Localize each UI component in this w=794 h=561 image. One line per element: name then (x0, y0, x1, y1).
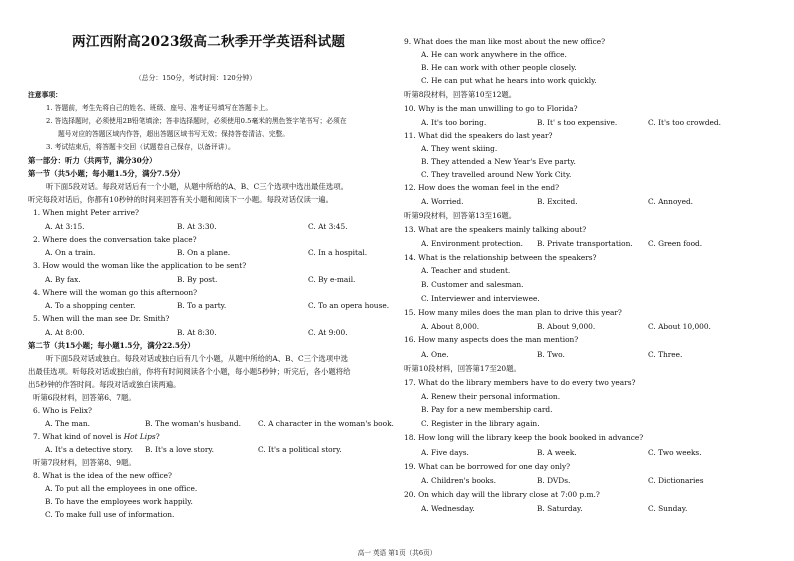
question-17: 17. What do the library members have to do every two years? (404, 378, 636, 387)
section-1-intro-cont: 听完每段对话后，你都有10秒钟的时间来回答有关小题和阅读下一小题。每段对话仅读一遍。 (28, 195, 334, 204)
q7-option-b: B. It's a love story. (145, 445, 214, 454)
q5-option-c: C. At 9:00. (308, 328, 348, 337)
q1-option-c: C. At 3:45. (308, 222, 348, 231)
q20-option-c: C. Sunday. (648, 504, 688, 513)
q6-option-c: C. A character in the woman's book. (258, 419, 394, 428)
q17-option-b: B. Pay for a new membership card. (421, 405, 553, 414)
material-9-label: 听第9段材料，回答第13至16题。 (404, 211, 517, 220)
question-1: 1. When might Peter arrive? (33, 208, 140, 217)
q7-option-a: A. It's a detective story. (45, 445, 133, 454)
q4-option-a: A. To a shopping center. (45, 301, 136, 310)
q17-option-c: C. Register in the library again. (421, 419, 540, 428)
q17-option-a: A. Renew their personal information. (421, 392, 561, 401)
q2-option-c: C. In a hospital. (308, 248, 368, 257)
page-title: 两江西附高2023级高二秋季开学英语科试题 (72, 34, 346, 50)
q10-option-c: C. It's too crowded. (648, 118, 722, 127)
question-18: 18. How long will the library keep the book booked in advance? (404, 433, 644, 442)
question-14: 14. What is the relationship between the speakers? (404, 253, 597, 262)
q18-option-b: B. A week. (537, 448, 577, 457)
note-2: 2. 答选择题时，必须使用2B铅笔填涂；答非选择题时，必须使用0.5毫米的黑色签字笔书写；必须在 (46, 117, 347, 125)
q3-option-c: C. By e-mail. (308, 275, 356, 284)
q3-option-a: A. By fax. (45, 275, 81, 284)
q19-option-a: A. Children's books. (421, 476, 496, 485)
material-8-label: 听第8段材料，回答第10至12题。 (404, 90, 517, 99)
q8-option-a: A. To put all the employees in one office. (45, 484, 198, 493)
q4-option-c: C. To an opera house. (308, 301, 390, 310)
q9-option-b: B. He can work with other people closely. (421, 63, 577, 72)
question-3: 3. How would the woman like the application to be sent? (33, 261, 247, 270)
material-7-label: 听第7段材料，回答第8、9题。 (33, 458, 136, 467)
q9-option-a: A. He can work anywhere in the office. (421, 50, 567, 59)
q7-option-c: C. It's a political story. (258, 445, 342, 454)
q10-option-a: A. It's too boring. (421, 118, 487, 127)
q7-novel-title: Hot Lips (123, 432, 156, 441)
q20-option-a: A. Wednesday. (421, 504, 475, 513)
question-15: 15. How many miles does the man plan to drive this year? (404, 308, 622, 317)
q10-option-b: B. It' s too expensive. (537, 118, 618, 127)
q14-option-a: A. Teacher and student. (421, 266, 511, 275)
question-9: 9. What does the man like most about the new office? (404, 37, 606, 46)
q16-option-a: A. One. (421, 350, 449, 359)
q2-option-a: A. On a train. (45, 248, 96, 257)
question-7 (33, 432, 160, 441)
q8-option-b: B. To have the employees work happily. (45, 497, 193, 506)
q3-option-b: B. By post. (177, 275, 218, 284)
part-1-heading: 第一部分：听力（共两节，满分30分） (28, 156, 157, 165)
q1-option-a: A. At 3:15. (45, 222, 85, 231)
q16-option-c: C. Three. (648, 350, 683, 359)
question-5: 5. When will the man see Dr. Smith? (33, 314, 170, 323)
section-2-heading: 第二节（共15小题；每小题1.5分，满分22.5分） (28, 341, 195, 350)
q4-option-b: B. To a party. (177, 301, 227, 310)
q18-option-c: C. Two weeks. (648, 448, 702, 457)
q12-option-b: B. Excited. (537, 197, 578, 206)
question-11: 11. What did the speakers do last year? (404, 131, 553, 140)
q6-option-b: B. The woman's husband. (145, 419, 241, 428)
q7-stem-end: ? (155, 432, 160, 441)
q18-option-a: A. Five days. (421, 448, 469, 457)
q11-option-c: C. They travelled around New York City. (421, 170, 572, 179)
q11-option-b: B. They attended a New Year's Eve party. (421, 157, 576, 166)
section-2-intro-cont2: 出5秒钟的作答时间。每段对话或独白读两遍。 (28, 380, 181, 389)
q12-option-a: A. Worried. (421, 197, 464, 206)
q8-option-c: C. To make full use of information. (45, 510, 175, 519)
q16-option-b: B. Two. (537, 350, 565, 359)
q13-option-a: A. Environment protection. (421, 239, 524, 248)
question-12: 12. How does the woman feel in the end? (404, 183, 560, 192)
question-6: 6. Who is Felix? (33, 406, 93, 415)
section-2-intro-cont: 出最佳选项。听每段对话或独白前，你将有时间阅读各个小题，每小题5秒钟；听完后，各小题将给 (28, 367, 351, 376)
q19-option-b: B. DVDs. (537, 476, 571, 485)
q5-option-b: B. At 8:30. (177, 328, 217, 337)
question-10: 10. Why is the man unwilling to go to Florida? (404, 104, 578, 113)
q15-option-c: C. About 10,000. (648, 322, 711, 331)
question-13: 13. What are the speakers mainly talking about? (404, 225, 587, 234)
question-16: 16. How many aspects does the man mention? (404, 335, 579, 344)
section-1-intro: 听下面5段对话。每段对话后有一个小题，从题中所给的A、B、C三个选项中选出最佳选项。 (46, 182, 348, 191)
question-19: 19. What can be borrowed for one day only? (404, 462, 571, 471)
note-3: 3. 考试结束后，将答题卡交回（试题卷自己保存，以备评讲）。 (46, 143, 235, 151)
q15-option-b: B. About 9,000. (537, 322, 596, 331)
q12-option-c: C. Annoyed. (648, 197, 694, 206)
material-6-label: 听第6段材料，回答第6、7题。 (33, 393, 136, 402)
note-2-cont: 题号对应的答题区域内作答，超出答题区域书写无效；保持答卷清洁、完整。 (58, 130, 290, 138)
q11-option-a: A. They went skiing. (421, 144, 498, 153)
q5-option-a: A. At 8:00. (45, 328, 85, 337)
section-1-heading: 第一节（共5小题；每小题1.5分，满分7.5分） (28, 169, 185, 178)
section-2-intro: 听下面5段对话或独白。每段对话或独白后有几个小题，从题中所给的A、B、C三个选项中选 (46, 354, 348, 363)
q2-option-b: B. On a plane. (177, 248, 231, 257)
notes-heading: 注意事项： (28, 91, 62, 99)
page-footer: 高一 英语 第1页（共6页） (357, 549, 437, 557)
question-8: 8. What is the idea of the new office? (33, 471, 173, 480)
q19-option-c: C. Dictionaries (648, 476, 704, 485)
q20-option-b: B. Saturday. (537, 504, 583, 513)
q7-stem: 7. What kind of novel is (33, 432, 124, 441)
material-10-label: 听第10段材料，回答第17至20题。 (404, 364, 521, 373)
q1-option-b: B. At 3:30. (177, 222, 217, 231)
q14-option-c: C. Interviewer and interviewee. (421, 294, 540, 303)
q13-option-b: B. Private transportation. (537, 239, 633, 248)
q13-option-c: C. Green food. (648, 239, 703, 248)
note-1: 1. 答题前，考生先将自己的姓名、班级、座号、准考证号填写在答题卡上。 (46, 104, 273, 112)
question-20: 20. On which day will the library close at 7:00 p.m.? (404, 490, 600, 499)
q14-option-b: B. Customer and salesman. (421, 280, 524, 289)
question-4: 4. Where will the woman go this afternoon? (33, 288, 198, 297)
exam-info: （总分：150分，考试时间：120分钟） (135, 74, 257, 82)
q15-option-a: A. About 8,000. (421, 322, 480, 331)
question-2: 2. Where does the conversation take place? (33, 235, 197, 244)
q9-option-c: C. He can put what he hears into work quickly. (421, 76, 597, 85)
q6-option-a: A. The man. (45, 419, 90, 428)
